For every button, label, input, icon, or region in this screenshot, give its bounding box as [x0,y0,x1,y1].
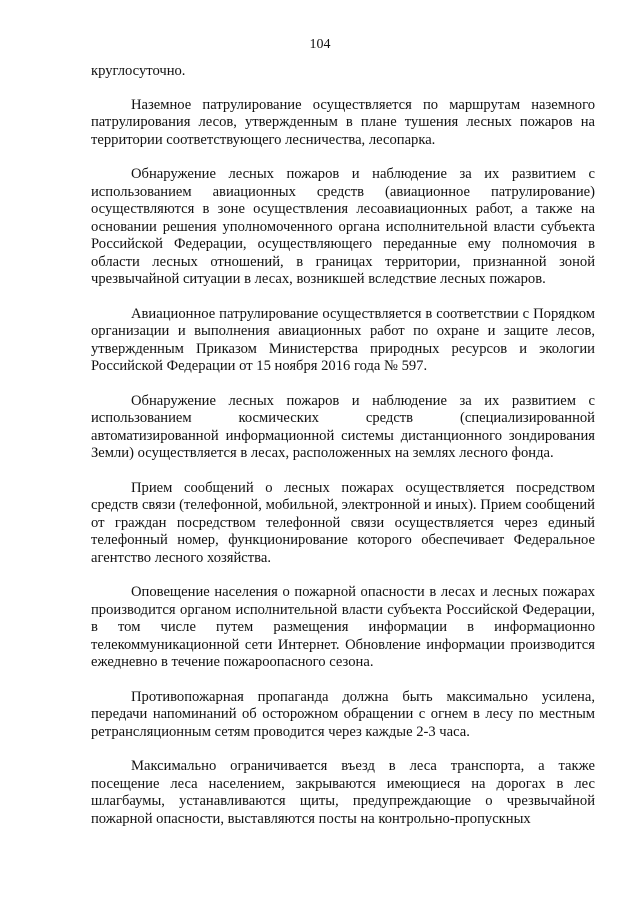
paragraph-fire-reports: Прием сообщений о лесных пожарах осуществляется посредством средств связи (телефонной, мобильной, электронной и иных). Прием сообщений от граждан посредством телефонной связи осуществляется через единый телефонный номер, функционирование которого обеспечивает Федеральное агентство лесного хозяйства. [91,479,595,566]
paragraph-aviation-patrol: Авиационное патрулирование осуществляется в соответствии с Порядком организации и выполнения авиационных работ по охране и защите лесов, утвержденным Приказом Министерства природных ресурсов и экологии Российской Федерации от 15 ноября 2016 года № 597. [91,305,595,374]
paragraph-aviation-detection: Обнаружение лесных пожаров и наблюдение за их развитием с использованием авиационных средств (авиационное патрулирование) осуществляются в зоне осуществления лесоавиационных работ, а также на основании решения уполномоченного органа исполнительной власти субъекта Российской Федерации, осуществляющего переданные ему полномочия в области лесных отношений, в границах территории, признанной зоной чрезвычайной ситуации в лесах, возникшей вследствие лесных пожаров. [91,166,595,287]
paragraph-access-restriction: Максимально ограничивается въезд в леса транспорта, а также посещение леса населением, закрываются имеющиеся на дорогах в лес шлагбаумы, устанавливаются щиты, предупреждающие о чрезвычайной пожарной опасности, выставляются посты на контрольно-пропускных [91,758,595,827]
paragraph-continuation: круглосуточно. [91,63,186,79]
page-number: 104 [309,37,331,52]
paragraph-space-detection: Обнаружение лесных пожаров и наблюдение за их развитием с использованием космических средств (специализированной автоматизированной информационной системы дистанционного зондирования Земли) осуществляется в лесах, расположенных на землях лесного фонда. [91,392,595,461]
document-body [91,63,595,828]
paragraph-fire-propaganda: Противопожарная пропаганда должна быть максимально усилена, передачи напоминаний об осторожном обращении с огнем в лесу по местным ретрансляционным сетям проводится через каждые 2-3 часа. [91,688,595,740]
paragraph-population-alert: Оповещение населения о пожарной опасности в лесах и лесных пожарах производится органом исполнительной власти субъекта Российской Федерации, в том числе путем размещения информации в информационно телекоммуникационной сети Интернет. Обновление информации производится ежедневно в течение пожароопасного сезона. [91,584,595,670]
paragraph-ground-patrol: Наземное патрулирование осуществляется по маршрутам наземного патрулирования лесов, утвержденным в плане тушения лесных пожаров на территории соответствующего лесничества, лесопарка. [91,96,595,148]
